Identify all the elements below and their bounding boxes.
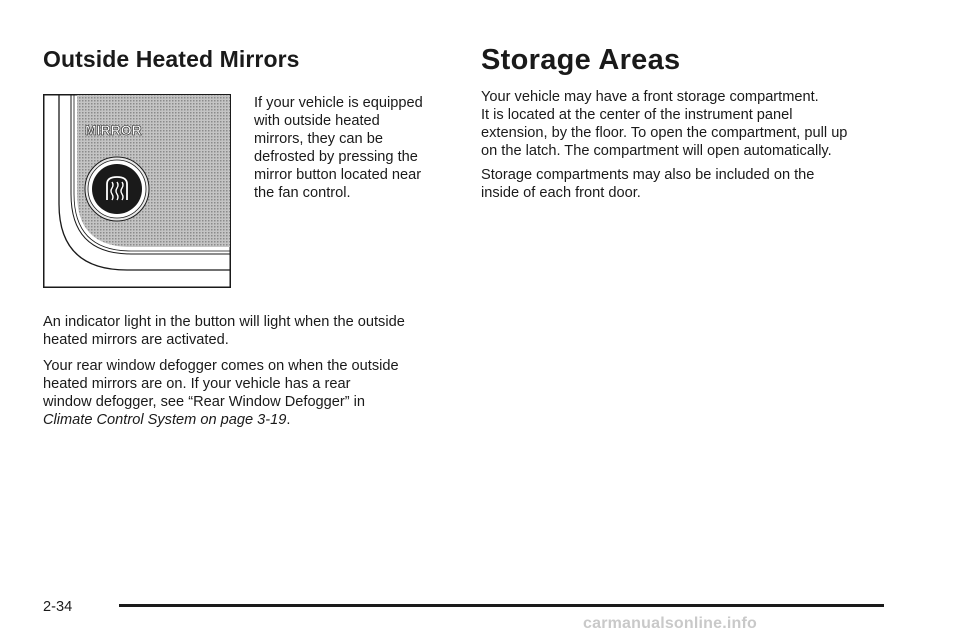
rear-defogger-paragraph: Your rear window defogger comes on when the outside heated mirrors are on. If your vehicle has a rear window defogger, see “Rear Window Defogger” in Climate Control System on page 3-19. xyxy=(43,358,399,428)
page-number: 2-34 xyxy=(43,599,73,615)
mirror-label-text: MIRROR xyxy=(85,122,142,138)
heated-mirrors-intro: If your vehicle is equipped with outside heated mirrors, they can be defrosted by pressing the mirror button located near the fan control. xyxy=(254,95,423,201)
mirror-button-figure xyxy=(43,94,231,288)
footer-rule xyxy=(119,604,884,607)
footer-watermark: carmanualsonline.info xyxy=(583,615,758,632)
storage-compartment-paragraph: Your vehicle may have a front storage compartment. It is located at the center of the instrument panel extension, by the floor. To open the compartment, pull up on the latch. The compartment will open automatically. xyxy=(481,89,848,159)
section-heading-outside-heated-mirrors: Outside Heated Mirrors xyxy=(43,46,300,72)
mirror-button-illustration xyxy=(43,94,231,288)
climate-control-reference[interactable]: Climate Control System on page 3-19 xyxy=(43,412,287,428)
section-heading-storage-areas: Storage Areas xyxy=(481,44,681,76)
rear-defogger-icon xyxy=(85,157,149,221)
door-storage-paragraph: Storage compartments may also be included on the inside of each front door. xyxy=(481,167,815,201)
indicator-light-paragraph: An indicator light in the button will light when the outside heated mirrors are activated. xyxy=(43,314,405,348)
